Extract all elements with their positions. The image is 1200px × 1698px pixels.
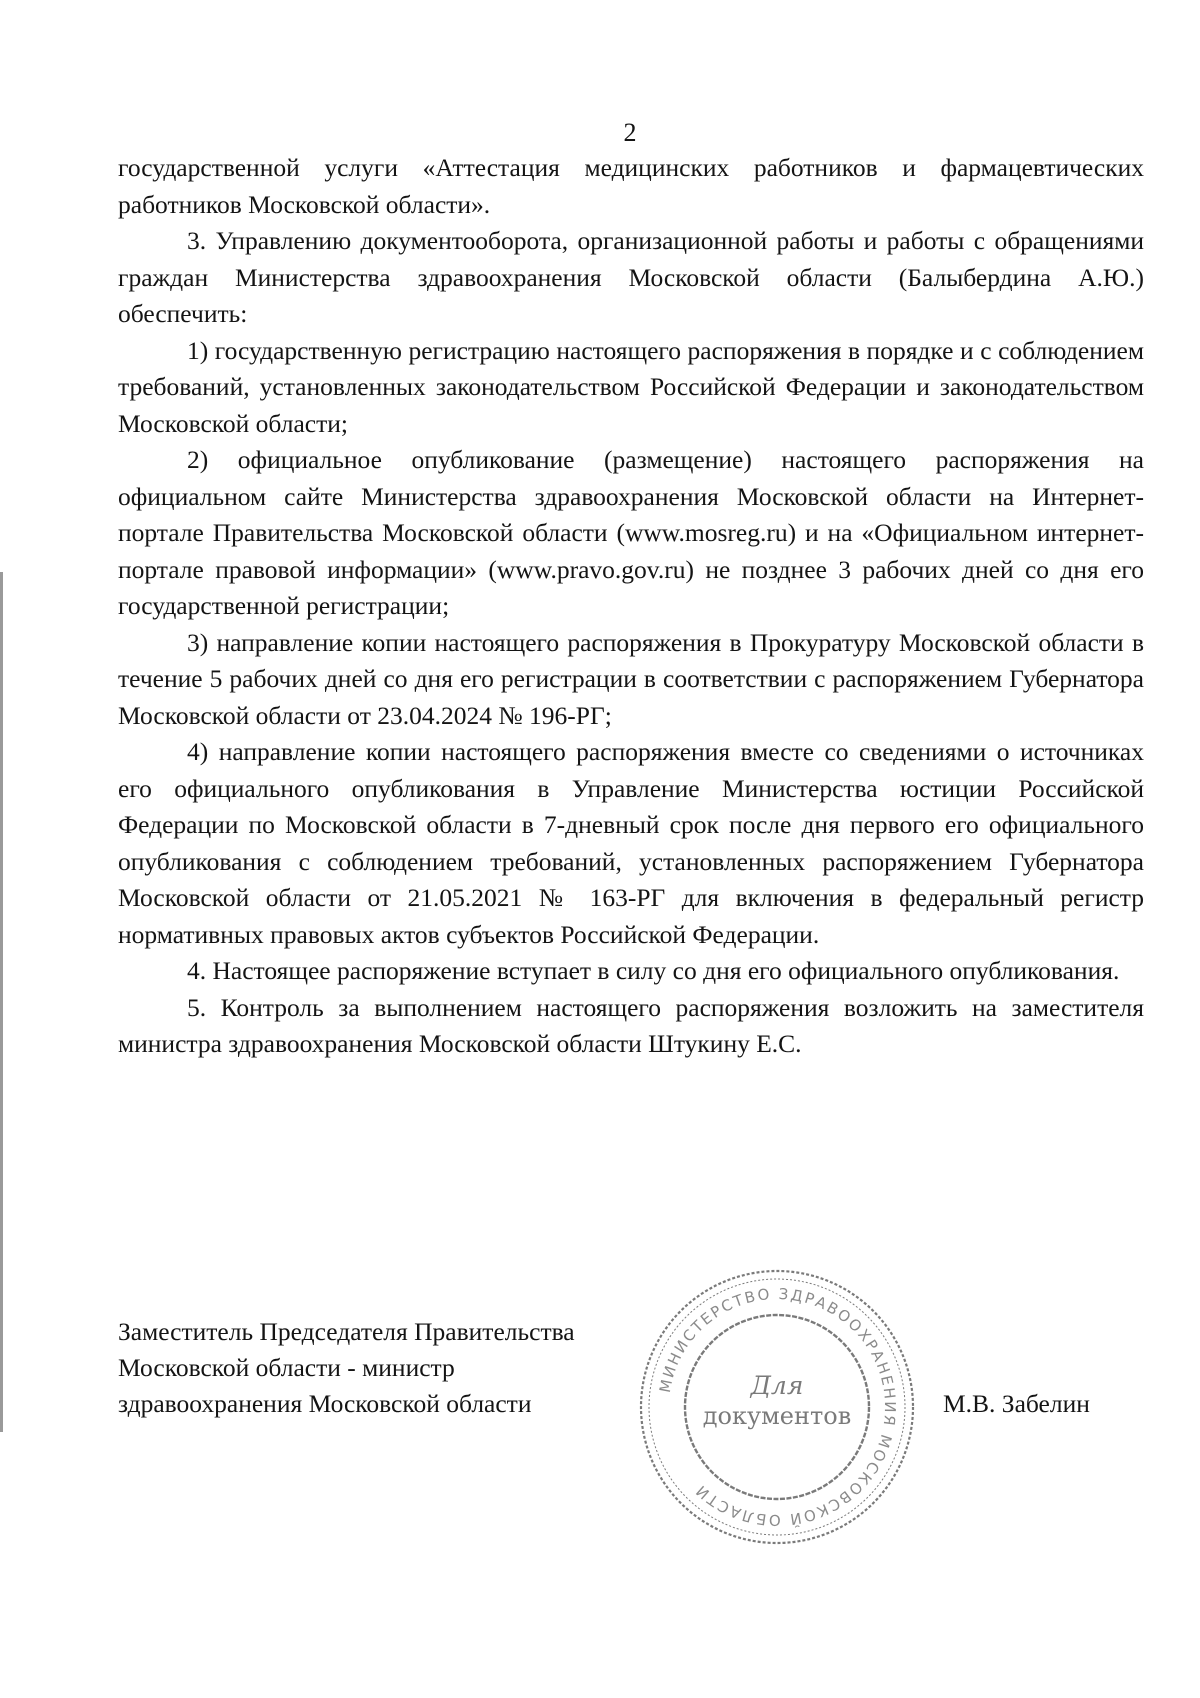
paragraph-item-3: 3. Управлению документооборота, организационной работы и работы с обращениями граждан Министерства здравоохранения Московской области (Балыбердина А.Ю.) обеспечить:	[118, 226, 1144, 328]
paragraph-item-4: 4. Настоящее распоряжение вступает в силу со дня его официального опубликования.	[187, 956, 1120, 985]
scan-edge-line	[0, 572, 3, 1432]
paragraph-continuation: государственной услуги «Аттестация медицинских работников и фармацевтических работников Московской области».	[118, 153, 1144, 219]
signatory-position	[118, 1314, 575, 1422]
paragraph-subitem-3: 3) направление копии настоящего распоряжения в Прокуратуру Московской области в течение 5 рабочих дней со дня его регистрации в соответствии с распоряжением Губернатора Московской области от 23.04.2024 № 196-РГ;	[118, 627, 1144, 730]
page-number: 2	[623, 118, 637, 147]
stamp-inner-line-1: Для	[750, 1371, 804, 1400]
stamp-ring-text: МИНИСТЕРСТВО ЗДРАВООХРАНЕНИЯ МОСКОВСКОЙ ОБЛАСТИ	[655, 1284, 900, 1530]
stamp-inner-line-2: документов	[702, 1402, 852, 1430]
signer-name: М.В. Забелин	[943, 1389, 1090, 1418]
paragraph-subitem-4: 4) направление копии настоящего распоряжения вместе со сведениями о источниках его официального опубликования в Управление Министерства юстиции Российской Федерации по Московской области в 7-дневный срок после дня первого его официального опубликования с соблюдением требований, установленных распоряжением Губернатора Московской области от 21.05.2021 № 163-РГ для включения в федеральный регистр нормативных правовых актов субъектов Российской Федерации.	[118, 737, 1144, 949]
paragraph-subitem-2: 2) официальное опубликование (размещение) настоящего распоряжения на официальном сайте Министерства здравоохранения Московской области на Интернет-портале Правительства Московской области (www.mosreg.ru) и на «Официальном интернет-портале правовой информации» (www.pravo.gov.ru) не позднее 3 рабочих дней со дня его государственной регистрации;	[118, 445, 1144, 620]
signatory-position-line: здравоохранения Московской области	[118, 1389, 532, 1418]
paragraph-subitem-1: 1) государственную регистрацию настоящего распоряжения в порядке и с соблюдением требований, установленных законодательством Российской Федерации и законодательством Московской области;	[118, 335, 1144, 438]
document-body	[118, 150, 1144, 1063]
official-seal-stamp	[632, 1262, 922, 1552]
signatory-position-line: Заместитель Председателя Правительства	[118, 1317, 575, 1346]
paragraph-item-5: 5. Контроль за выполнением настоящего распоряжения возложить на заместителя министра здравоохранения Московской области Штукину Е.С.	[118, 992, 1144, 1058]
signatory-position-line: Московской области - министр	[118, 1353, 455, 1382]
